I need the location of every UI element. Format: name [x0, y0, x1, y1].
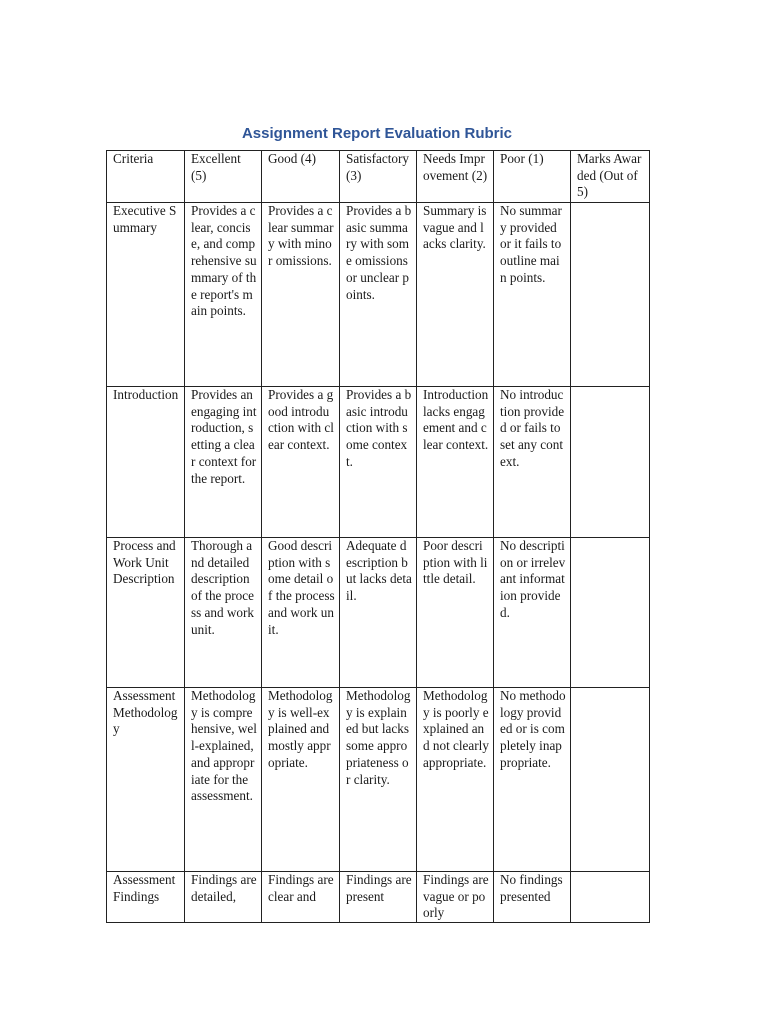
needs-improvement-cell: Findings are vague or poorly	[417, 872, 494, 923]
good-cell: Findings are clear and	[262, 872, 340, 923]
excellent-cell: Provides an engaging introduction, setting a clear context for the report.	[185, 387, 262, 538]
needs-improvement-cell: Methodology is poorly explained and not clearly appropriate.	[417, 688, 494, 872]
excellent-cell: Methodology is comprehensive, well-explained, and appropriate for the assessment.	[185, 688, 262, 872]
criteria-cell: Introduction	[107, 387, 185, 538]
criteria-cell: Assessment Methodology	[107, 688, 185, 872]
header-cell-good: Good (4)	[262, 151, 340, 203]
needs-improvement-cell: Introduction lacks engagement and clear context.	[417, 387, 494, 538]
header-row	[107, 151, 650, 203]
poor-cell: No findings presented	[494, 872, 571, 923]
needs-improvement-cell: Summary is vague and lacks clarity.	[417, 203, 494, 387]
marks-cell	[571, 872, 650, 923]
table-row	[107, 203, 650, 387]
poor-cell: No methodology provided or is completely inappropriate.	[494, 688, 571, 872]
header-cell-excellent: Excellent (5)	[185, 151, 262, 203]
marks-cell	[571, 387, 650, 538]
good-cell: Methodology is well-explained and mostly appropriate.	[262, 688, 340, 872]
table-row	[107, 538, 650, 688]
marks-cell	[571, 203, 650, 387]
header-cell-criteria: Criteria	[107, 151, 185, 203]
poor-cell: No description or irrelevant information provided.	[494, 538, 571, 688]
excellent-cell: Thorough and detailed description of the process and work unit.	[185, 538, 262, 688]
good-cell: Good description with some detail of the process and work unit.	[262, 538, 340, 688]
good-cell: Provides a good introduction with clear context.	[262, 387, 340, 538]
good-cell: Provides a clear summary with minor omissions.	[262, 203, 340, 387]
header-cell-needs-improvement: Needs Improvement (2)	[417, 151, 494, 203]
criteria-cell: Assessment Findings	[107, 872, 185, 923]
criteria-cell: Executive Summary	[107, 203, 185, 387]
satisfactory-cell: Provides a basic introduction with some context.	[340, 387, 417, 538]
excellent-cell: Provides a clear, concise, and comprehensive summary of the report's main points.	[185, 203, 262, 387]
poor-cell: No summary provided or it fails to outline main points.	[494, 203, 571, 387]
satisfactory-cell: Findings are present	[340, 872, 417, 923]
marks-cell	[571, 538, 650, 688]
header-cell-satisfactory: Satisfactory (3)	[340, 151, 417, 203]
table-row	[107, 688, 650, 872]
table-row	[107, 872, 650, 923]
header-cell-marks: Marks Awarded (Out of 5)	[571, 151, 650, 203]
header-cell-poor: Poor (1)	[494, 151, 571, 203]
needs-improvement-cell: Poor description with little detail.	[417, 538, 494, 688]
poor-cell: No introduction provided or fails to set any context.	[494, 387, 571, 538]
rubric-table	[106, 150, 650, 923]
satisfactory-cell: Provides a basic summary with some omissions or unclear points.	[340, 203, 417, 387]
document-title: Assignment Report Evaluation Rubric	[241, 125, 513, 142]
excellent-cell: Findings are detailed,	[185, 872, 262, 923]
criteria-cell: Process and Work Unit Description	[107, 538, 185, 688]
satisfactory-cell: Methodology is explained but lacks some appropriateness or clarity.	[340, 688, 417, 872]
satisfactory-cell: Adequate description but lacks detail.	[340, 538, 417, 688]
table-row	[107, 387, 650, 538]
marks-cell	[571, 688, 650, 872]
